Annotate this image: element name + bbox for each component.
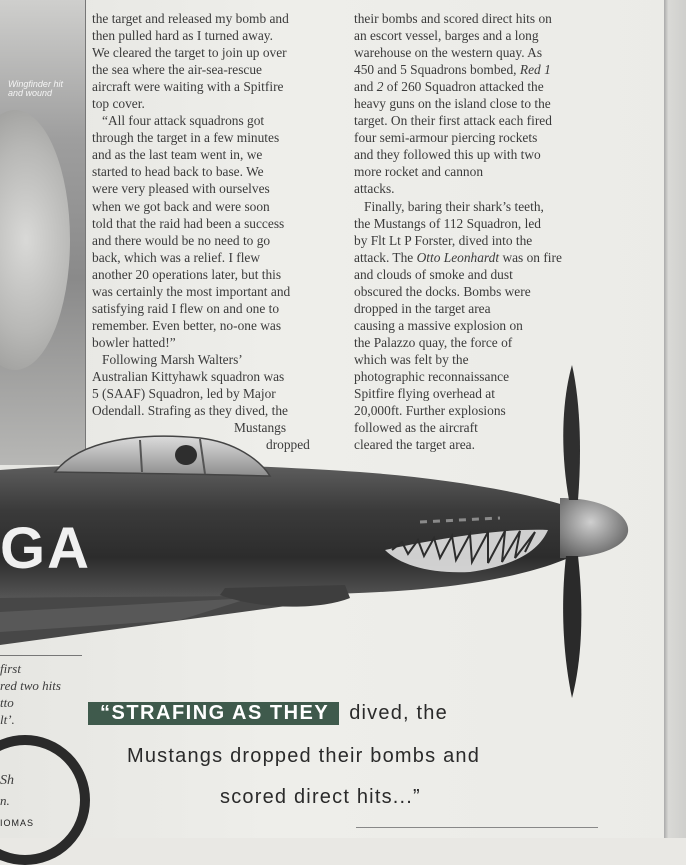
mustang-aircraft-photo bbox=[0, 360, 640, 700]
pull-quote-highlight: “STRAFING AS THEY bbox=[88, 702, 339, 725]
paragraph: their bombs and scored direct hits on an escort vessel, barges and a long warehouse on the western quay. As 450 and 5 Squadrons bombed, Red 1 and 2 of 260 Squadron attacked the heavy guns on the island close to the target. On their first attack each fired four semi-armour piercing rockets and they followed this up with two more rocket and cannon attacks. bbox=[354, 11, 552, 197]
photo-shape bbox=[0, 110, 70, 370]
author-fragment: IOMAS bbox=[0, 818, 35, 828]
paragraph: Finally, baring their shark’s teeth, the Mustangs of 112 Squadron, led by Flt Lt P Forster, dived into the attack. The Otto Leonhardt was on fire and clouds of smoke and dust obscured the docks. Bombs were dropped in the target area causing a massive explosion on the Palazzo quay, the force of which was felt by the photographic reconnaissance Spitfire flying overhead at 20,000ft. Further explosions followed as the aircraft cleared the target area. bbox=[354, 198, 562, 453]
caption-fragment: lt’. bbox=[0, 712, 15, 727]
caption-fragment: Sh bbox=[0, 773, 14, 788]
pull-quote-line1: dived, the bbox=[349, 702, 448, 724]
photo-caption: Wingfinder hit and wound bbox=[8, 79, 63, 98]
text-column-1: the target and released my bomb and then pulled hard as I turned away. We cleared the target to join up over the sea where the air-sea-rescue aircraft were waiting with a Spitfire top cover. “All four attack squadrons got through the target in a few minutes and as the last team went in, we started to head back to base. We were very pleased with ourselves when we got back and were soon told that the raid had been a success and there would be no need to go back, which was a relief. I flew another 20 operations later, but this was certainly the most important and satisfying raid I flew on and one to remember. Even better, no-one was bowler hatted!” Following Marsh Walters’ Australian Kittyhawk squadron was 5 (SAAF) Squadron, led by Major Odendall. Strafing as they dived, the Mustangs dropped bbox=[92, 10, 334, 453]
aircraft-code-letters: GA bbox=[0, 516, 91, 581]
divider bbox=[356, 827, 598, 828]
magnifier-lens bbox=[0, 735, 90, 865]
pull-quote-line2: Mustangs dropped their bombs and bbox=[127, 745, 481, 767]
caption-fragment: red two hits bbox=[0, 678, 61, 693]
next-page-edge bbox=[664, 0, 686, 838]
paragraph: the target and released my bomb and then pulled hard as I turned away. We cleared the target to join up over the sea where the air-sea-rescue aircraft were waiting with a Spitfire top cover. bbox=[92, 11, 289, 112]
pull-quote-line3: scored direct hits...” bbox=[220, 786, 421, 808]
paragraph: “All four attack squadrons got through the target in a few minutes and as the last team went in, we started to head back to base. We were very pleased with ourselves when we got back and were soon told that the raid had been a success and there would be no need to go back, which was a relief. I flew another 20 operations later, but this was certainly the most important and satisfying raid I flew on and one to remember. Even better, no-one was bowler hatted!” bbox=[92, 113, 291, 350]
divider bbox=[0, 655, 82, 656]
paragraph: Following Marsh Walters’ Australian Kittyhawk squadron was 5 (SAAF) Squadron, led by Major Odendall. Strafing as they dived, the bbox=[92, 351, 288, 419]
aircraft-illustration bbox=[0, 360, 640, 700]
caption-fragment: n. bbox=[0, 793, 10, 808]
caption-fragment: tto bbox=[0, 695, 14, 710]
caption-fragment: first bbox=[0, 661, 21, 676]
